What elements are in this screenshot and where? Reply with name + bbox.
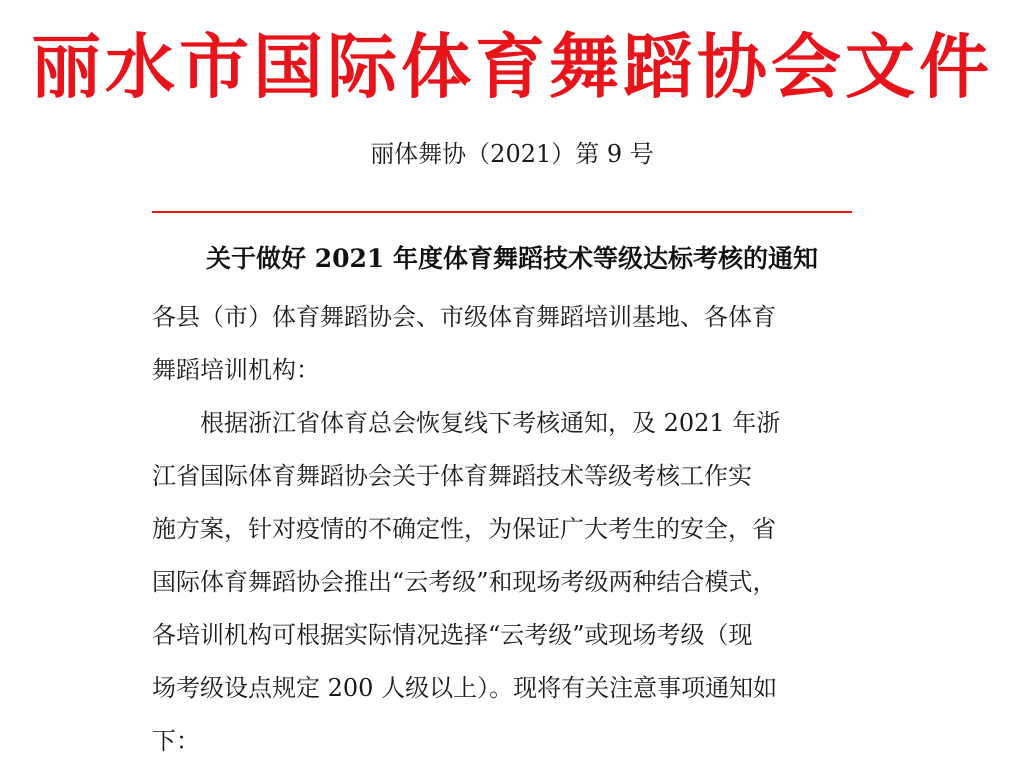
addressee-line: 舞蹈培训机构：: [152, 356, 320, 384]
addressee-line: 各县（市）体育舞蹈协会、市级体育舞蹈培训基地、各体育: [152, 303, 776, 331]
paragraph-line: 施方案，针对疫情的不确定性，为保证广大考生的安全，省: [152, 515, 776, 543]
addressee-block: [152, 291, 872, 397]
paragraph-line: 各培训机构可根据实际情况选择“云考级”或现场考级（现: [152, 621, 753, 649]
paragraph-line: 根据浙江省体育总会恢复线下考核通知，及 2021 年浙: [152, 409, 781, 437]
body-paragraph: [152, 397, 872, 768]
notice-title: 关于做好 2021 年度体育舞蹈技术等级达标考核的通知: [206, 244, 818, 273]
red-divider-line: [152, 211, 852, 213]
paragraph-line: 场考级设点规定 200 人级以上）。现将有关注意事项通知如: [152, 674, 778, 702]
paragraph-line: 江省国际体育舞蹈协会关于体育舞蹈技术等级考核工作实: [152, 462, 752, 490]
paragraph-line: 下：: [152, 727, 200, 755]
paragraph-line: 国际体育舞蹈协会推出“云考级”和现场考级两种结合模式，: [152, 568, 777, 596]
document-number: 丽体舞协（2021）第 9 号: [370, 140, 654, 168]
document-header-title: 丽水市国际体育舞蹈协会文件: [31, 26, 993, 108]
